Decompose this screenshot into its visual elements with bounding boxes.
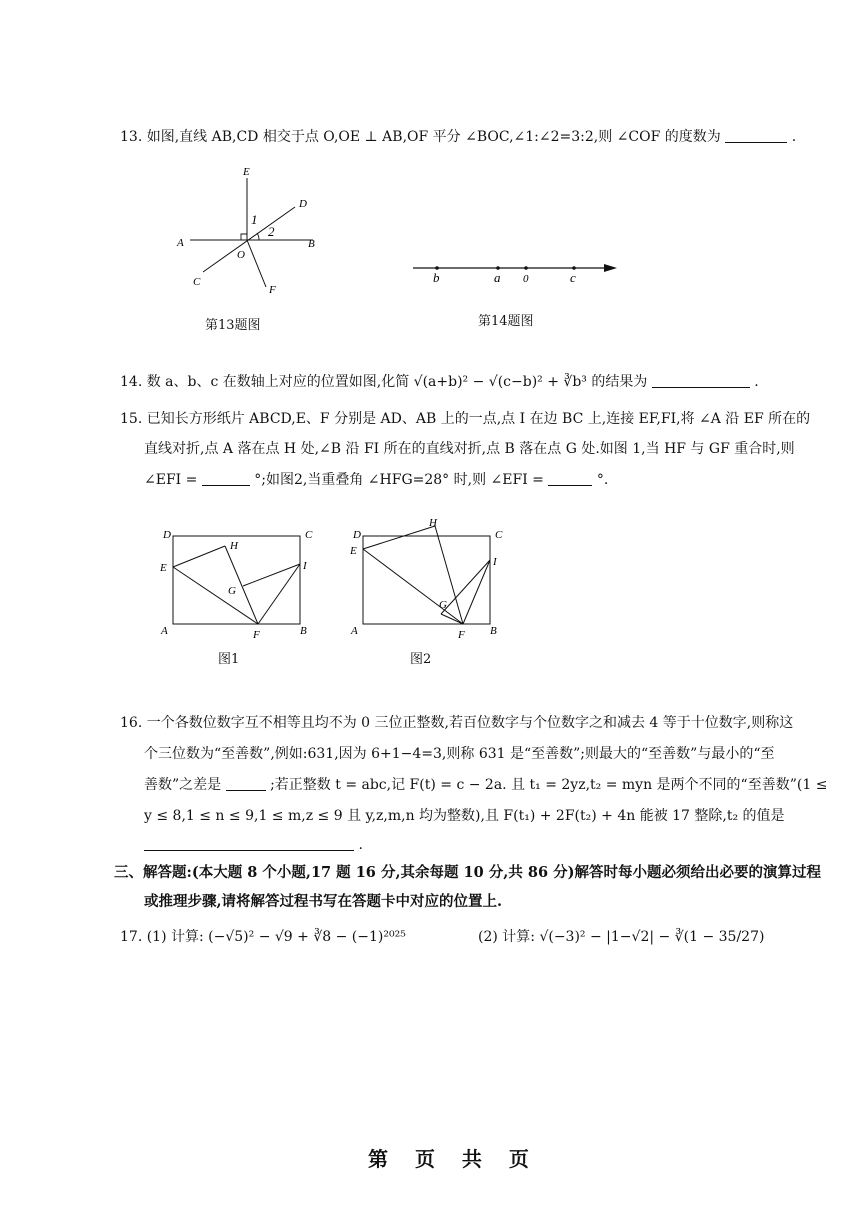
segment-ef [173,567,258,624]
fig2-label-h: H [429,517,437,529]
label-angle-1: 1 [251,212,258,227]
fig1-label-c: C [305,529,313,541]
q15-line3: ∠EFI = °;如图2,当重叠角 ∠HFG=28° 时,则 ∠EFI = °. [144,472,609,488]
segment-ef [363,549,463,624]
fig1-label-a: A [161,625,168,637]
segment-eh [173,546,225,567]
q17-part2: (2) 计算: √(−3)² − |1−√2| − ∛(1 − 35/27) [478,929,765,945]
section3-heading: 三、解答题:(本大题 8 个小题,17 题 16 分,其余每题 10 分,共 86 分)解答时每小题必须给出必要的演算过程 [114,864,821,881]
angle-arc [257,233,259,240]
fig2-label-e: E [350,545,357,557]
page-footer: 第 页 共 页 [368,1147,539,1171]
label-e: E [243,166,250,178]
q16-line1: 16. 一个各数位数字互不相等且均不为 0 三位正整数,若百位数字与个位数字之和减去 4 等于十位数字,则称这 [120,715,794,731]
fig2-label-g: G [439,599,447,611]
segment-fi [258,564,300,624]
label-d: D [299,198,307,210]
segment-gi [441,560,490,614]
q15-figure-2 [345,516,510,642]
q17-part1: 17. (1) 计算: (−√5)² − √9 + ∛8 − (−1)²⁰²⁵ [120,929,406,945]
point-zero [524,266,528,270]
fig1-label-f: F [253,629,260,641]
segment-fi [463,560,490,624]
q16-blank-1[interactable] [226,776,266,791]
q15-blank-1[interactable] [202,471,250,486]
q16-line5: . [144,830,363,860]
q15-fig2-caption: 图2 [410,652,432,667]
fig1-label-h: H [230,540,238,552]
q14-answer-blank[interactable] [652,373,750,388]
fig1-label-b: B [300,625,307,637]
segment-eh [363,526,435,549]
label-f: F [269,284,276,296]
label-point-a: a [494,270,501,285]
q15-line1: 15. 已知长方形纸片 ABCD,E、F 分别是 AD、AB 上的一点,点 I 在边 BC 上,连接 EF,FI,将 ∠A 沿 EF 所在的 [120,411,811,427]
fig1-label-g: G [228,585,236,597]
ray-of [247,240,266,287]
q15-fig1-caption: 图1 [218,652,240,667]
right-angle-mark [241,234,247,240]
q15-line2: 直线对折,点 A 落在点 H 处,∠B 沿 FI 所在的直线对折,点 B 落在点 G 处.如图 1,当 HF 与 GF 重合时,则 [144,441,795,457]
fig2-label-d: D [353,529,361,541]
q14-stem: 14. 数 a、b、c 在数轴上对应的位置如图,化简 √(a+b)² − √(c−b)² + ∛b³ 的结果为 [120,374,648,390]
q13-figure [165,160,335,300]
fig2-label-b: B [490,625,497,637]
rectangle-abcd [363,536,490,624]
label-c: C [193,276,201,288]
q14-text: 14. 数 a、b、c 在数轴上对应的位置如图,化简 √(a+b)² − √(c−b)² + ∛b³ 的结果为 . [120,374,759,390]
fig2-label-f: F [458,629,465,641]
axis-arrow-icon [604,264,617,272]
segment-gi [243,564,300,586]
q13-stem: 13. 如图,直线 AB,CD 相交于点 O,OE ⊥ AB,OF 平分 ∠BOC,∠1:∠2=3:2,则 ∠COF 的度数为 [120,129,721,145]
section3-instructions: 或推理步骤,请将解答过程书写在答题卡中对应的位置上. [144,893,503,910]
fig1-label-d: D [163,529,171,541]
label-angle-2: 2 [268,224,275,239]
fig2-label-c: C [495,529,503,541]
q14-fig-caption: 第14题图 [478,314,534,329]
q16-line2: 个三位数为“至善数”,例如:631,因为 6+1−4=3,则称 631 是“至善数”;则最大的“至善数”与最小的“至 [144,746,775,762]
q16-blank-2[interactable] [144,836,354,851]
fig1-label-e: E [160,562,167,574]
label-point-zero: 0 [523,273,529,285]
q15-blank-2[interactable] [548,471,592,486]
label-b: B [308,238,315,250]
label-point-c: c [570,270,576,285]
fig1-label-i: I [303,560,307,572]
q14-number-line [410,255,625,290]
q16-line3: 善数”之差是 ;若正整数 t = abc,记 F(t) = c − 2a. 且 t₁ = 2yz,t₂ = myn 是两个不同的“至善数”(1 ≤ [144,777,828,793]
q16-line4: y ≤ 8,1 ≤ n ≤ 9,1 ≤ m,z ≤ 9 且 y,z,m,n 均为整数),且 F(t₁) + 2F(t₂) + 4n 能被 17 整除,t₂ 的值是 [144,808,785,824]
fig2-label-a: A [351,625,358,637]
label-a: A [177,237,184,249]
label-point-b: b [433,270,440,285]
q15-figure-1 [155,522,320,642]
q13-fig-caption: 第13题图 [205,318,261,333]
label-o: O [237,249,245,261]
q13-text: 13. 如图,直线 AB,CD 相交于点 O,OE ⊥ AB,OF 平分 ∠BOC,∠1:∠2=3:2,则 ∠COF 的度数为 . [120,129,797,145]
q13-answer-blank[interactable] [725,128,787,143]
fig2-label-i: I [493,556,497,568]
